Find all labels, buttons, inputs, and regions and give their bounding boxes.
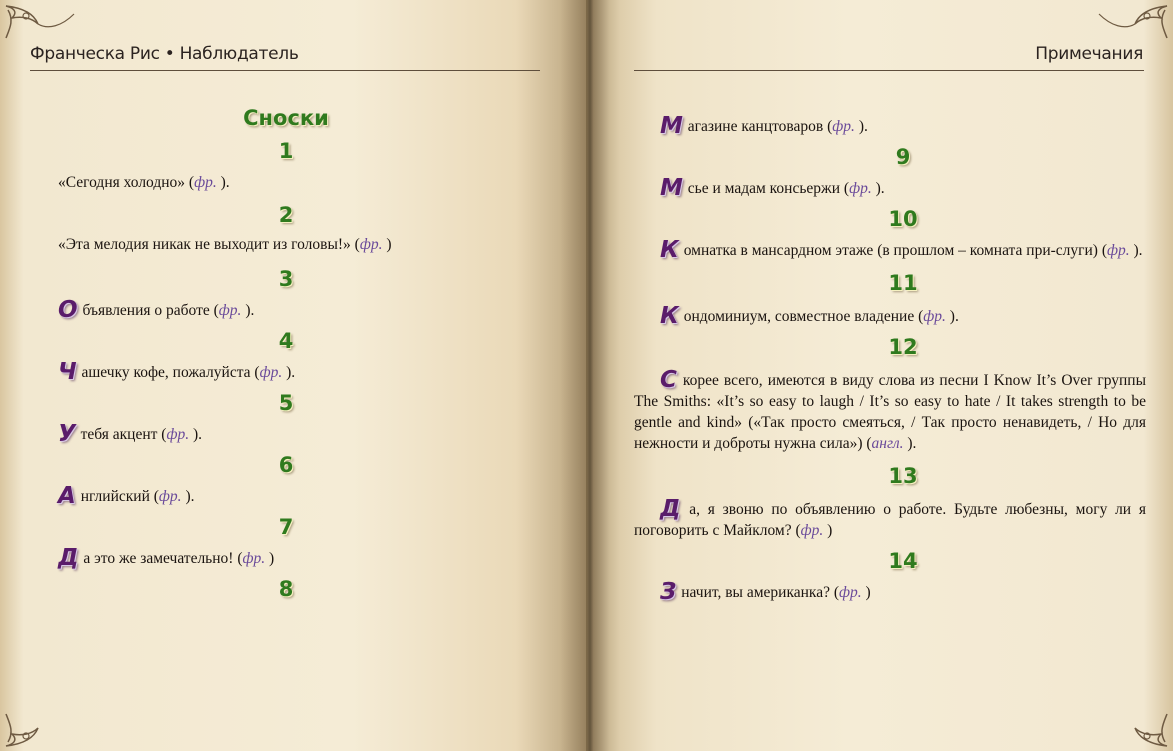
footnote-text: О бъявления о работе (фр. ). xyxy=(58,297,255,323)
drop-cap: К xyxy=(660,237,679,263)
language-label: англ. xyxy=(871,435,904,452)
footnote-number: 1 xyxy=(278,139,294,163)
drop-cap: У xyxy=(58,421,76,447)
footnote-text: К омнатка в мансардном этаже (в прошлом – комната при-слуги) (фр. ). xyxy=(660,237,1143,263)
language-label: фр. xyxy=(259,364,283,381)
ornament-corner-icon xyxy=(4,4,84,40)
drop-cap: О xyxy=(58,297,78,323)
footnote-item xyxy=(634,466,1146,541)
language-label: фр. xyxy=(194,174,217,191)
footnote-number: 4 xyxy=(278,329,294,353)
footnote-number: 10 xyxy=(888,207,918,231)
footnote-item xyxy=(634,147,1146,199)
footnote-item xyxy=(58,455,514,507)
footnote-number: 13 xyxy=(888,464,918,488)
footnote-text: «Эта мелодия никак не выходит из головы!» (фр. ) xyxy=(58,236,392,253)
footnote-item xyxy=(634,209,1146,261)
footnote-item xyxy=(58,205,514,255)
drop-cap: С xyxy=(660,367,677,393)
running-head-left: Франческа Рис • Наблюдатель xyxy=(30,44,299,64)
footnote-number: 6 xyxy=(278,453,294,477)
footnote-text: С корее всего, имеются в виду слова из песни I Know It’s Over группы The Smiths: «It’s so easy to laugh / It’s so easy to hate / It takes strength to be gentle and kind» («Так просто смеяться, / Так просто ненавидеть, / Но для нежности и доброты нужна сила») (англ. ). xyxy=(634,367,1146,452)
footnote-item xyxy=(634,113,1146,139)
footnote-text: Д а, я звоню по объявлению о работе. Будьте любезны, могу ли я поговорить с Майклом? (фр. ) xyxy=(634,496,1146,539)
footnote-number: 12 xyxy=(888,335,918,359)
language-label: фр. xyxy=(242,550,266,567)
footnote-item xyxy=(634,337,1146,454)
footnote-item xyxy=(58,331,514,383)
footnote-item xyxy=(634,273,1146,327)
language-label: фр. xyxy=(832,118,855,135)
language-label: фр. xyxy=(839,584,862,601)
drop-cap: Ч xyxy=(58,359,77,385)
language-label: фр. xyxy=(218,302,242,319)
footnote-text: М сье и мадам консьержи (фр. ). xyxy=(660,175,885,201)
drop-cap: К xyxy=(660,303,679,329)
drop-cap: Д xyxy=(660,496,681,522)
footnote-number: 7 xyxy=(278,515,294,539)
footnote-text: Ч ашечку кофе, пожалуйста (фр. ). xyxy=(58,359,296,385)
drop-cap: Д xyxy=(58,545,79,571)
footnote-number: 8 xyxy=(278,577,294,601)
footnote-text: Д а это же замечательно! (фр. ) xyxy=(58,545,275,571)
running-head-right: Примечания xyxy=(1035,44,1143,64)
language-label: фр. xyxy=(800,522,824,539)
language-label: фр. xyxy=(158,488,182,505)
footnote-text: «Сегодня холодно» (фр. ). xyxy=(58,174,230,191)
language-label: фр. xyxy=(849,180,872,197)
language-label: фр. xyxy=(1107,242,1130,259)
language-label: фр. xyxy=(166,426,190,443)
footnote-item xyxy=(58,141,514,193)
footnote-text: А нглийский (фр. ). xyxy=(58,483,195,509)
footnote-number: 5 xyxy=(278,391,294,415)
footnote-number: 9 xyxy=(895,145,911,169)
drop-cap: А xyxy=(58,483,76,509)
left-page xyxy=(0,0,586,751)
footnote-text: М агазине канцтоваров (фр. ). xyxy=(660,113,868,139)
language-label: фр. xyxy=(923,308,946,325)
ornament-corner-icon xyxy=(4,712,84,748)
notes-column xyxy=(634,113,1146,605)
footnote-number: 2 xyxy=(278,203,294,227)
footnote-item xyxy=(634,551,1146,603)
footnote-text: У тебя акцент (фр. ). xyxy=(58,421,203,447)
drop-cap: З xyxy=(660,579,677,605)
footnote-item xyxy=(58,393,514,445)
header-rule xyxy=(30,70,540,71)
footnote-item xyxy=(58,269,514,321)
ornament-corner-icon xyxy=(1089,4,1169,40)
ornament-corner-icon xyxy=(1089,712,1169,748)
right-page xyxy=(586,0,1173,751)
header-rule xyxy=(634,70,1144,71)
footnote-number: 14 xyxy=(888,549,918,573)
footnote-number: 3 xyxy=(278,267,294,291)
section-title: Сноски xyxy=(243,106,329,130)
language-label: фр. xyxy=(359,236,383,253)
drop-cap: М xyxy=(660,175,683,201)
footnote-item xyxy=(58,517,514,569)
footnote-number: 11 xyxy=(888,271,918,295)
footnotes-column xyxy=(58,108,514,600)
footnote-text: К ондоминиум, совместное владение (фр. ). xyxy=(660,303,959,329)
drop-cap: М xyxy=(660,113,683,139)
footnote-text: З начит, вы американка? (фр. ) xyxy=(660,579,871,605)
